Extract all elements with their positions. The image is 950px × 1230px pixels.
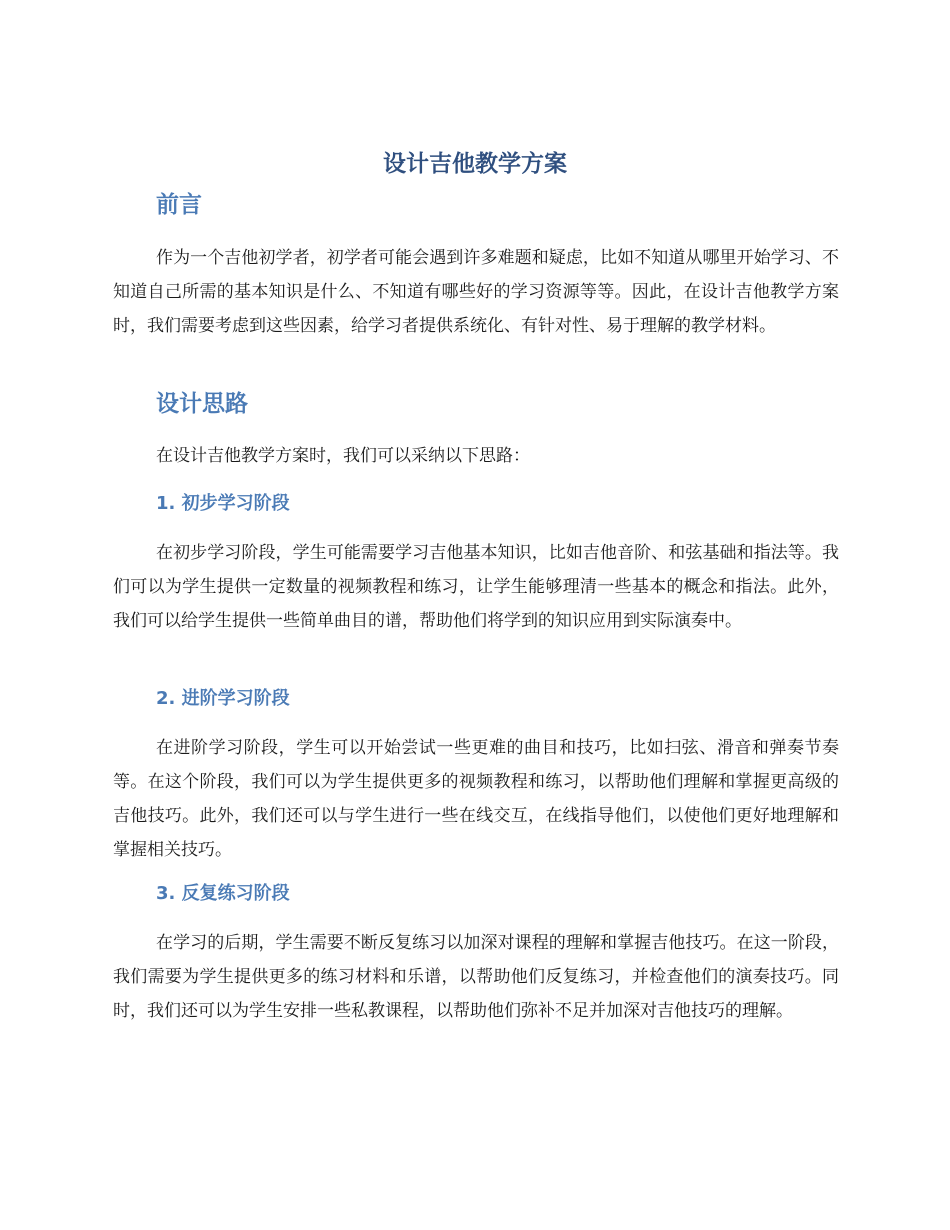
subsection-heading-practice-stage: 3. 反复练习阶段: [156, 883, 290, 904]
document-title: 设计吉他教学方案: [383, 151, 567, 177]
advanced-stage-paragraph: 在进阶学习阶段，学生可以开始尝试一些更难的曲目和技巧，比如扫弦、滑音和弹奏节奏等。在这个阶段，我们可以为学生提供更多的视频教程和练习，以帮助他们理解和掌握更高级的吉他技巧。此外，我们还可以与学生进行一些在线交互，在线指导他们，以使他们更好地理解和掌握相关技巧。: [113, 738, 839, 860]
beginner-stage-paragraph: 在初步学习阶段，学生可能需要学习吉他基本知识，比如吉他音阶、和弦基础和指法等。我们可以为学生提供一定数量的视频教程和练习，让学生能够理清一些基本的概念和指法。此外，我们可以给学生提供一些简单曲目的谱，帮助他们将学到的知识应用到实际演奏中。: [113, 543, 839, 631]
subsection-heading-beginner-stage: 1. 初步学习阶段: [156, 493, 290, 514]
preface-paragraph: 作为一个吉他初学者，初学者可能会遇到许多难题和疑虑，比如不知道从哪里开始学习、不知道自己所需的基本知识是什么、不知道有哪些好的学习资源等等。因此，在设计吉他教学方案时，我们需要考虑到这些因素，给学习者提供系统化、有针对性、易于理解的教学材料。: [113, 248, 839, 336]
subsection-heading-advanced-stage: 2. 进阶学习阶段: [156, 688, 290, 709]
section-heading-design-ideas: 设计思路: [156, 391, 248, 417]
section-heading-preface: 前言: [156, 192, 202, 218]
design-ideas-intro-paragraph: 在设计吉他教学方案时，我们可以采纳以下思路：: [156, 446, 530, 466]
practice-stage-paragraph: 在学习的后期，学生需要不断反复练习以加深对课程的理解和掌握吉他技巧。在这一阶段，我们需要为学生提供更多的练习材料和乐谱，以帮助他们反复练习，并检查他们的演奏技巧。同时，我们还可以为学生安排一些私教课程，以帮助他们弥补不足并加深对吉他技巧的理解。: [113, 933, 839, 1021]
